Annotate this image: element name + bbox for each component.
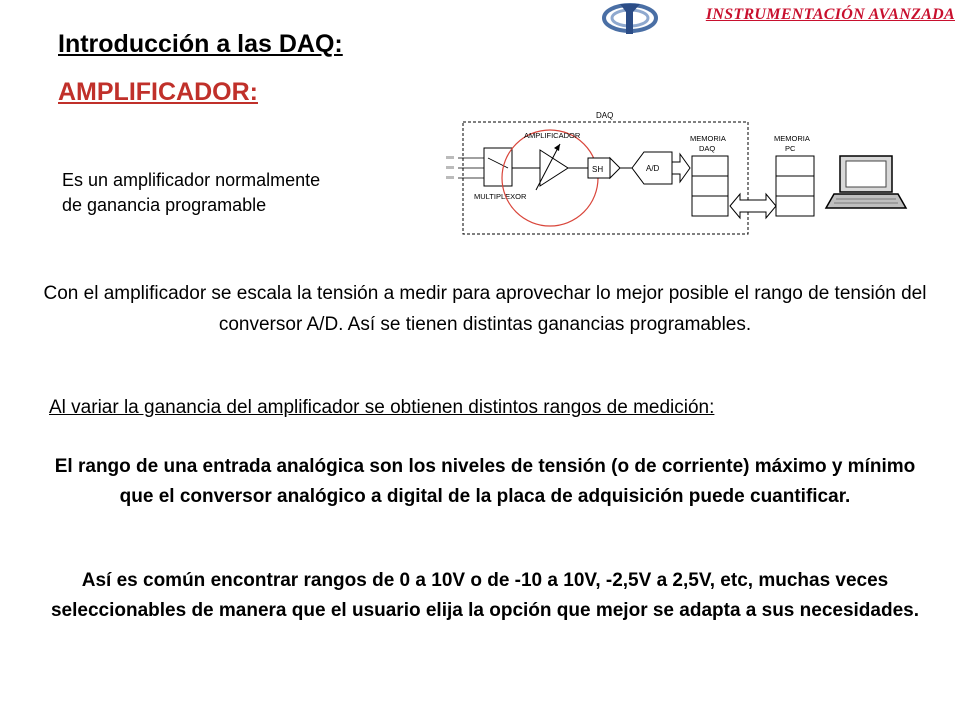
header-brand (600, 0, 955, 40)
memoria-pc-block (776, 156, 814, 216)
input-channel-marks (446, 156, 454, 179)
input-lines (458, 158, 485, 178)
memoria-pc-label-1: MEMORIA (774, 134, 810, 143)
paragraph-common-ranges: Así es común encontrar rangos de 0 a 10V o de -10 a 10V, -2,5V a 2,5V, etc, muchas veces seleccionables de manera que el usuario elija la opción que mejor se adapta a sus necesidades. (50, 570, 920, 621)
memoria-daq-label-2: DAQ (699, 144, 716, 153)
sh-label: SH (592, 165, 604, 174)
memoria-daq-label-1: MEMORIA (690, 134, 726, 143)
paragraph-amplifier-scaling: Con el amplificador se escala la tensión a medir para aprovechar lo mejor posible el rango de tensión del conversor A/D. Así se tienen distintas ganancias programables. (43, 283, 927, 335)
brand-title: INSTRUMENTACIÓN AVANZADA (705, 6, 955, 23)
description-line: de ganancia programable (62, 195, 267, 215)
multiplexor-block (484, 148, 512, 186)
paragraph-range-definition: El rango de una entrada analógica son los niveles de tensión (o de corriente) máximo y mínimo que el conversor analógico a digital de la placa de adquisición puede cuantificar. (54, 456, 916, 507)
section-subtitle: AMPLIFICADOR: (58, 78, 258, 106)
amplificador-label: AMPLIFICADOR (524, 131, 581, 140)
memoria-daq-block (692, 156, 728, 216)
page-title: Introducción a las DAQ: (58, 30, 343, 58)
multiplexor-label: MULTIPLEXOR (474, 192, 527, 201)
daq-label: DAQ (596, 111, 614, 120)
ad-label: A/D (646, 164, 660, 173)
description-line: Es un amplificador normalmente (62, 170, 321, 190)
daq-block-diagram (420, 108, 920, 243)
paragraph-gain-ranges: Al variar la ganancia del amplificador se obtienen distintos rangos de medición: (49, 397, 715, 418)
bus-arrow (730, 194, 776, 218)
memoria-pc-label-2: PC (785, 144, 796, 153)
laptop-icon (826, 156, 906, 208)
amplifier-description (62, 168, 412, 218)
